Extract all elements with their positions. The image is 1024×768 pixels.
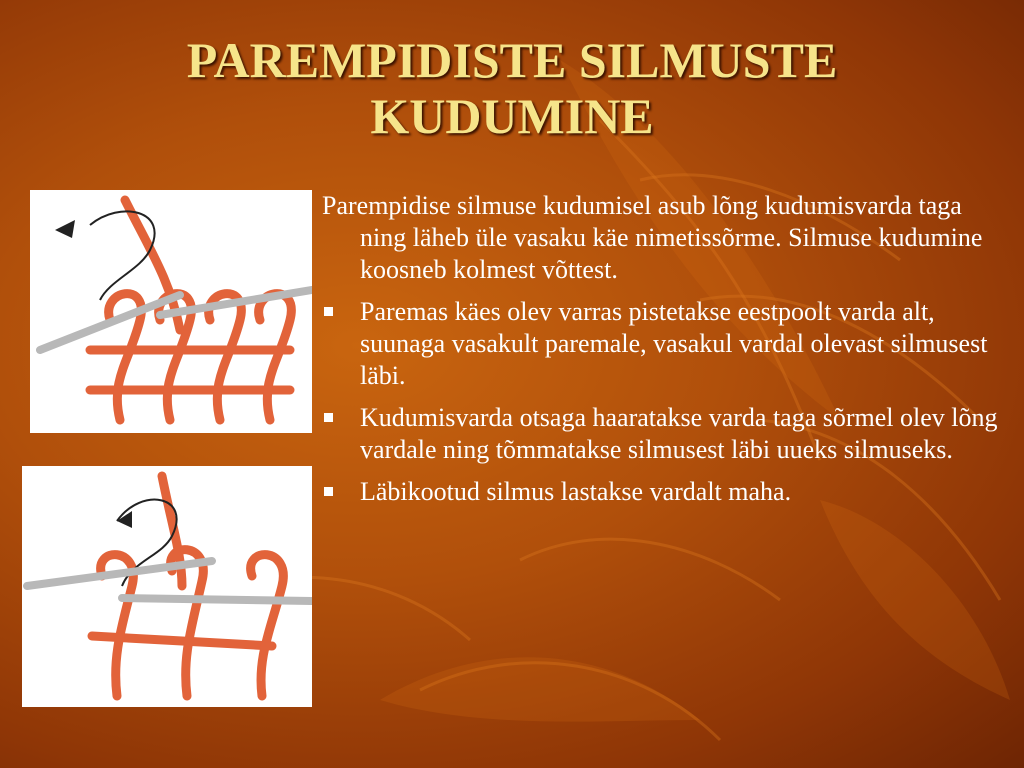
list-item — [322, 296, 1012, 392]
slide-title — [60, 32, 964, 144]
list-item — [322, 476, 1012, 508]
bullet-square-icon — [324, 307, 333, 316]
bullet-square-icon — [324, 413, 333, 422]
title-line-1: PAREMPIDISTE SILMUSTE — [186, 32, 838, 88]
bullet-square-icon — [324, 487, 333, 496]
knitting-illustration-1 — [30, 190, 312, 433]
bullet-text-1: Paremas käes olev varras pistetakse eestpoolt varda alt, suunaga vasakult paremale, vasakul vardal olevast silmusest läbi. — [360, 297, 988, 390]
slide-body — [322, 190, 1012, 518]
bullet-text-2: Kudumisvarda otsaga haaratakse varda taga sõrmel olev lõng vardale ning tõmmatakse silmusest läbi uueks silmuseks. — [360, 403, 998, 464]
title-line-2: KUDUMINE — [370, 88, 654, 144]
bullet-list — [322, 296, 1012, 508]
intro-paragraph: Parempidise silmuse kudumisel asub lõng kudumisvarda taga ning läheb üle vasaku käe nimetissõrme. Silmuse kudumine koosneb kolmest võttest. — [322, 191, 983, 284]
knitting-illustration-2 — [22, 466, 312, 707]
list-item — [322, 402, 1012, 466]
bullet-text-3: Läbikootud silmus lastakse vardalt maha. — [360, 477, 792, 506]
